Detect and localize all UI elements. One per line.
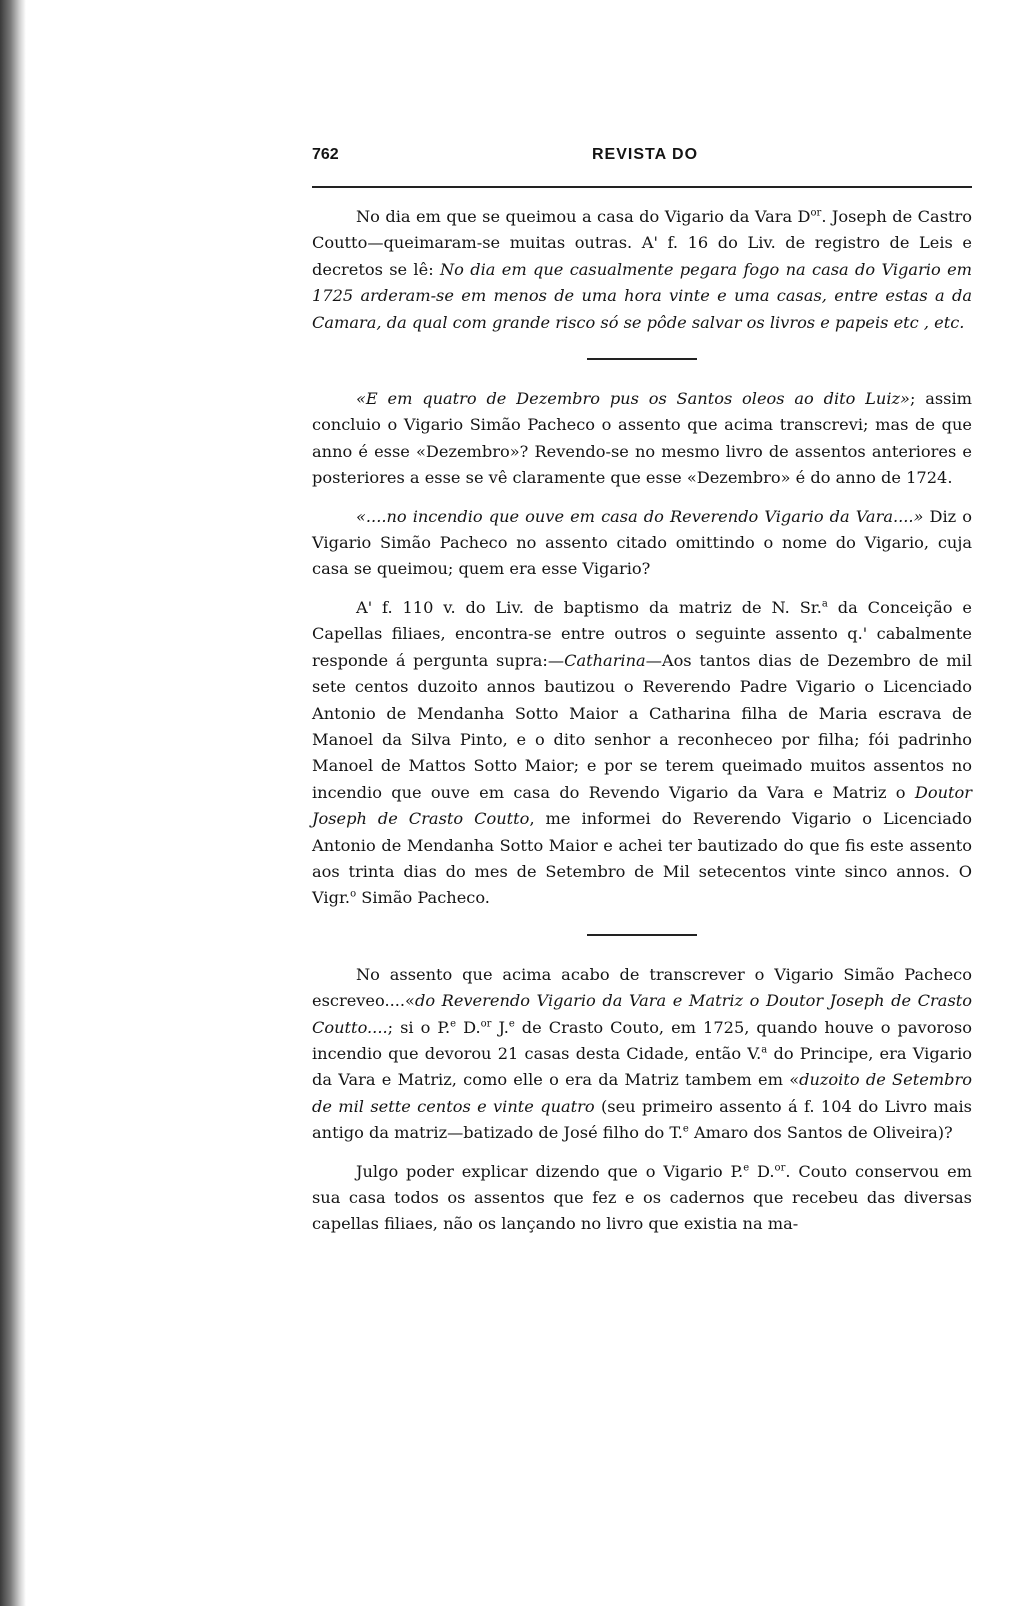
text-run: Diz o Vigario Simão Pacheco no assento citado omittindo o nome do Vigario, cuja casa se queimou; quem era esse Vigario? — [312, 506, 972, 579]
superscript-abbrev: e — [743, 1162, 750, 1174]
page-number: 762 — [312, 146, 339, 163]
text-run: da Conceição e Capellas filiaes, encontra-se entre outros o seguinte assento q.' cabalmente responde á pergunta supra:— — [312, 597, 972, 670]
text-run: . Couto conservou em sua casa todos os assentos que fez e os cadernos que recebeu das diversas capellas filiaes, não os lançando no livro que existia na ma- — [312, 1161, 973, 1234]
text-run: , me informei do Reverendo Vigario o Licenciado Antonio de Mendanha Sotto Maior e achei ter bautizado do que fis este assento aos trinta dias do mes de Setembro de Mil setecentos vinte sinco annos. O Vigr. — [312, 809, 972, 908]
superscript-abbrev: e — [508, 1018, 515, 1030]
superscript-abbrev: or — [774, 1162, 786, 1174]
superscript-abbrev: a — [761, 1044, 768, 1056]
text-run: ; assim concluio o Vigario Simão Pacheco o assento que acima transcrevi; mas de que anno é esse «Dezembro»? Revendo-se no mesmo livro de assentos anteriores e posteriores a esse se vê claramente que esse «Dezembro» é do anno de 1724. — [312, 389, 972, 488]
italic-run: do Reverendo Vigario da Vara e Matriz o Doutor Joseph de Crasto Coutto.... — [312, 991, 972, 1037]
text-run: —Aos tantos dias de Dezembro de mil sete centos duzoito annos bautizou o Reverendo Padre Vigario o Licenciado Antonio de Mendanha Sotto Maior a Catharina filha de Maria escrava de Manoel da Silva Pinto, e o dito senhor a reconheceo por filha; fói padrinho Manoel de Mattos Sotto Maior; e por se terem queimado muitos assentos no incendio que ouve em casa do Revendo Vigario da Vara e Matriz o — [312, 650, 972, 802]
italic-run: Doutor Joseph de Crasto Coutto — [312, 782, 972, 829]
text-run: D. — [749, 1161, 775, 1181]
superscript-abbrev: a — [821, 598, 828, 610]
text-run: Amaro dos Santos de Oliveira)? — [688, 1123, 953, 1143]
running-head: REVISTA DO — [592, 146, 699, 163]
italic-run: «....no incendio que ouve em casa do Reverendo Vigario da Vara....» — [356, 506, 924, 526]
italic-run: Catharina — [564, 650, 646, 670]
paragraph — [312, 504, 972, 583]
text-run: A' f. 110 v. do Liv. de baptismo da matriz de N. Sr. — [356, 597, 822, 617]
text-run: de Crasto Couto, em 1725, quando houve o pavoroso incendio que devorou 21 casas desta Cidade, então V. — [312, 1017, 972, 1063]
paragraph — [312, 1159, 972, 1238]
document-page — [312, 0, 972, 1606]
scan-binding-edge — [0, 0, 26, 1606]
page-header — [312, 146, 972, 168]
superscript-abbrev: e — [682, 1123, 689, 1135]
superscript-abbrev: or — [810, 207, 822, 219]
paragraph — [312, 962, 972, 1147]
text-run: No dia em que se queimou a casa do Vigario da Vara D — [356, 207, 811, 226]
header-rule — [312, 186, 972, 188]
italic-run: «E em quatro de Dezembro pus os Santos oleos ao dito Luiz» — [356, 389, 910, 409]
text-run: Simão Pacheco. — [356, 888, 490, 908]
italic-run: duzoito de Setembro de mil sette centos e vinte quatro — [312, 1070, 972, 1116]
paragraph — [312, 386, 972, 492]
superscript-abbrev: e — [450, 1018, 457, 1030]
document-body — [312, 204, 972, 1250]
superscript-abbrev: o — [350, 888, 357, 900]
paragraph — [312, 595, 972, 912]
text-run: J. — [491, 1017, 509, 1037]
text-run: . Joseph de Castro Coutto—queimaram-se muitas outras. A' f. 16 do Liv. de registro de Leis e decretos se lê: — [312, 207, 972, 279]
section-separator — [587, 358, 697, 360]
text-run: do Principe, era Vigario da Vara e Matriz, como elle o era da Matriz tambem em « — [312, 1043, 972, 1090]
paragraph — [312, 204, 972, 336]
text-run: (seu primeiro assento á f. 104 do Livro mais antigo da matriz—batizado de José filho do T. — [312, 1096, 972, 1143]
text-run: No assento que acima acabo de transcrever o Vigario Simão Pacheco escreveo....« — [312, 964, 972, 1011]
text-run: D. — [456, 1017, 481, 1037]
section-separator — [587, 934, 697, 936]
text-run: Julgo poder explicar dizendo que o Vigario P. — [356, 1161, 744, 1181]
text-run: ; si o P. — [387, 1017, 451, 1037]
superscript-abbrev: or — [480, 1018, 492, 1030]
italic-run: No dia em que casualmente pegara fogo na casa do Vigario em 1725 arderam-se em menos de uma hora vinte e uma casas, entre estas a da Camara, da qual com grande risco só se pôde salvar os livros e papeis etc , etc. — [312, 259, 972, 332]
